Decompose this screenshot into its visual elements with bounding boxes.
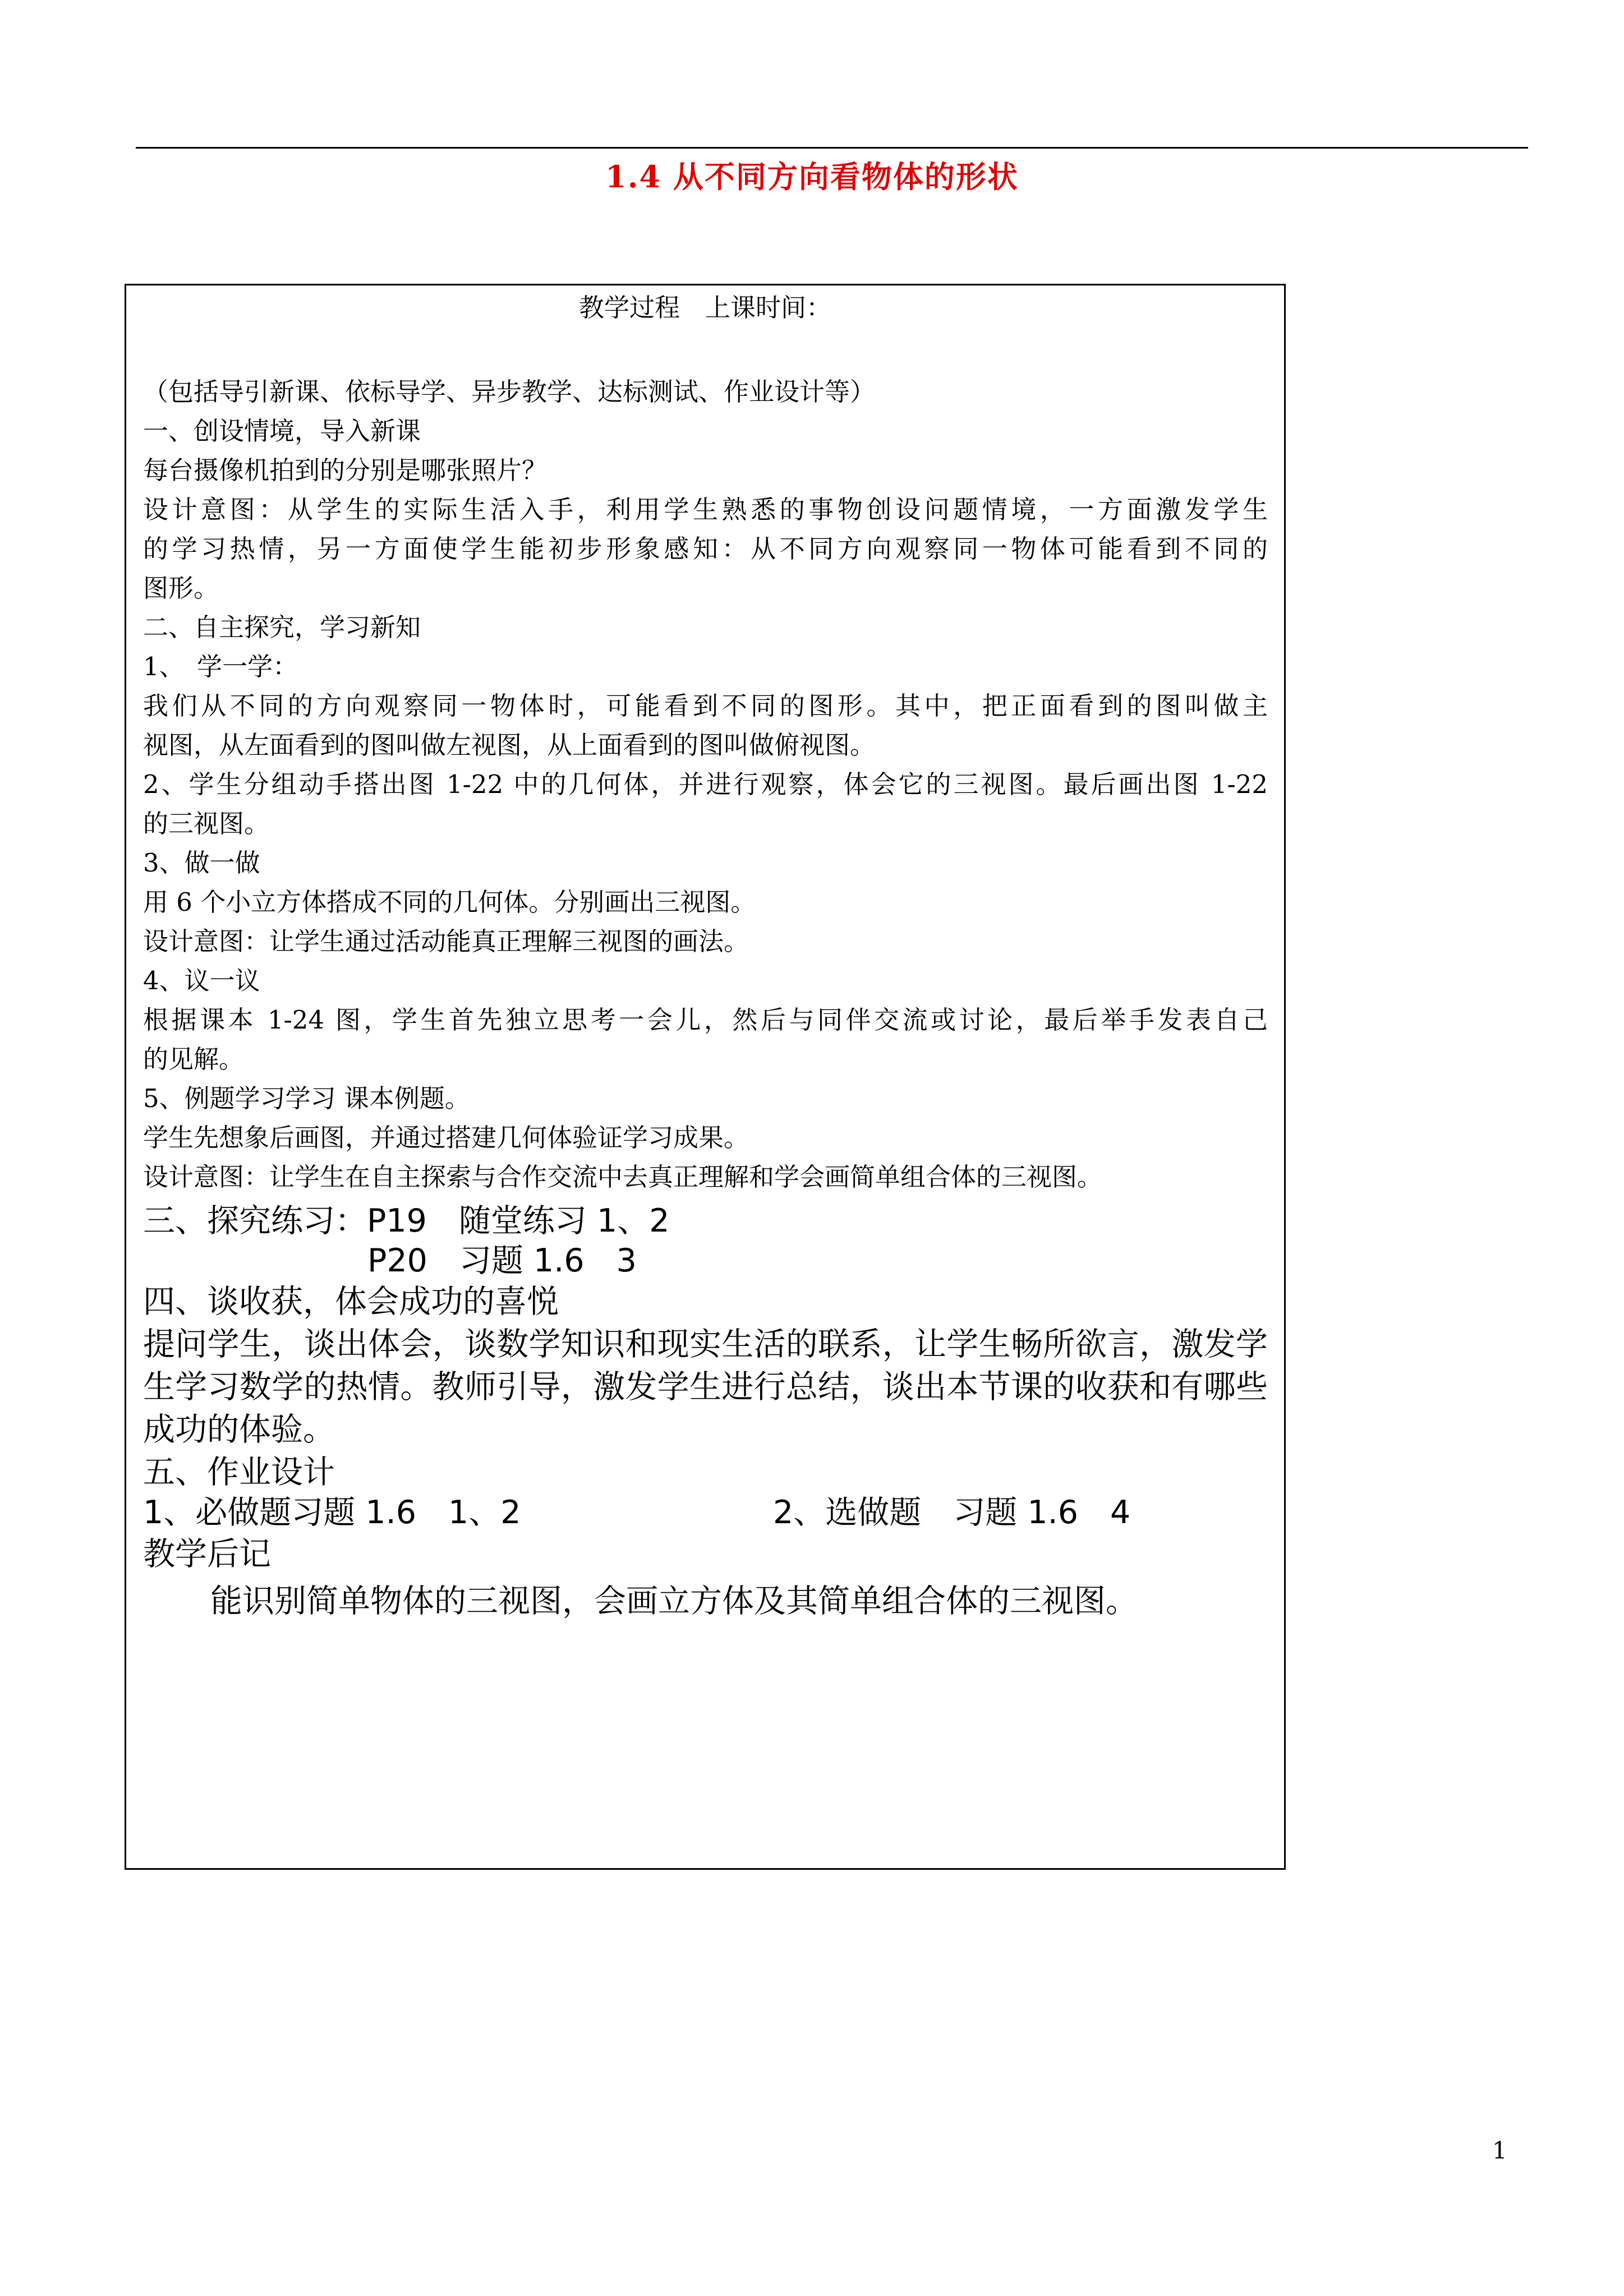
text-line: P20 习题 1.6 3 (367, 1242, 637, 1279)
text-line: 视图，从左面看到的图叫做左视图，从上面看到的图叫做俯视图。 (143, 730, 876, 760)
homework-optional: 2、选做题 习题 1.6 4 (773, 1494, 1131, 1531)
section-heading: 一、创设情境，导入新课 (143, 416, 421, 446)
text-line: 学生先想象后画图，并通过搭建几何体验证学习成果。 (143, 1123, 749, 1152)
text-line: 生学习数学的热情。教师引导，激发学生进行总结，谈出本节课的收获和有哪些 (143, 1368, 1268, 1405)
text-line: 1、 学一学： (143, 652, 298, 681)
page-title: 1.4 从不同方向看物体的形状 (605, 159, 1019, 195)
lesson-table (125, 284, 1286, 1870)
text-line: 的见解。 (143, 1044, 245, 1074)
text-line: 图形。 (143, 573, 219, 603)
text-line: 的学习热情，另一方面使学生能初步形象感知：从不同方向观察同一物体可能看到不同的 (143, 534, 1268, 564)
text-line: 5、例题学习学习 课本例题。 (143, 1084, 470, 1113)
text-line: 提问学生，谈出体会，谈数学知识和现实生活的联系，让学生畅所欲言，激发学 (143, 1326, 1268, 1363)
text-line: 每台摄像机拍到的分别是哪张照片？ (143, 455, 548, 485)
homework-required: 1、必做题习题 1.6 1、2 (143, 1494, 521, 1531)
text-line: 4、议一议 (143, 966, 260, 995)
text-line: 我们从不同的方向观察同一物体时，可能看到不同的图形。其中，把正面看到的图叫做主 (143, 691, 1268, 721)
section-heading: 二、自主探究，学习新知 (143, 612, 421, 642)
top-rule (136, 147, 1528, 149)
section-heading: 教学后记 (143, 1536, 271, 1573)
text-line: 用 6 个小立方体搭成不同的几何体。分别画出三视图。 (143, 887, 756, 917)
text-line: 的三视图。 (143, 809, 270, 838)
page-number: 1 (1492, 2137, 1507, 2164)
table-header: 教学过程 上课时间： (578, 293, 831, 322)
text-line: 成功的体验。 (143, 1411, 335, 1448)
text-line: 能识别简单物体的三视图，会画立方体及其简单组合体的三视图。 (210, 1583, 1138, 1620)
text-line: 2、学生分组动手搭出图 1-22 中的几何体，并进行观察，体会它的三视图。最后画出图 1-22 (143, 769, 1268, 799)
section-heading: 四、谈收获，体会成功的喜悦 (143, 1283, 559, 1320)
text-line: 设计意图：从学生的实际生活入手，利用学生熟悉的事物创设问题情境，一方面激发学生 (143, 495, 1268, 524)
text-line: 3、做一做 (143, 848, 260, 878)
text-line: 设计意图：让学生通过活动能真正理解三视图的画法。 (143, 926, 749, 956)
section-heading: 五、作业设计 (143, 1454, 335, 1491)
text-line: （包括导引新课、依标导学、异步教学、达标测试、作业设计等） (143, 377, 876, 407)
text-line: 根据课本 1-24 图，学生首先独立思考一会儿，然后与同伴交流或讨论，最后举手发表自己 (143, 1005, 1268, 1035)
text-line: 设计意图：让学生在自主探索与合作交流中去真正理解和学会画简单组合体的三视图。 (143, 1162, 1103, 1192)
section-heading: 三、探究练习：P19 随堂练习 1、2 (143, 1202, 670, 1239)
